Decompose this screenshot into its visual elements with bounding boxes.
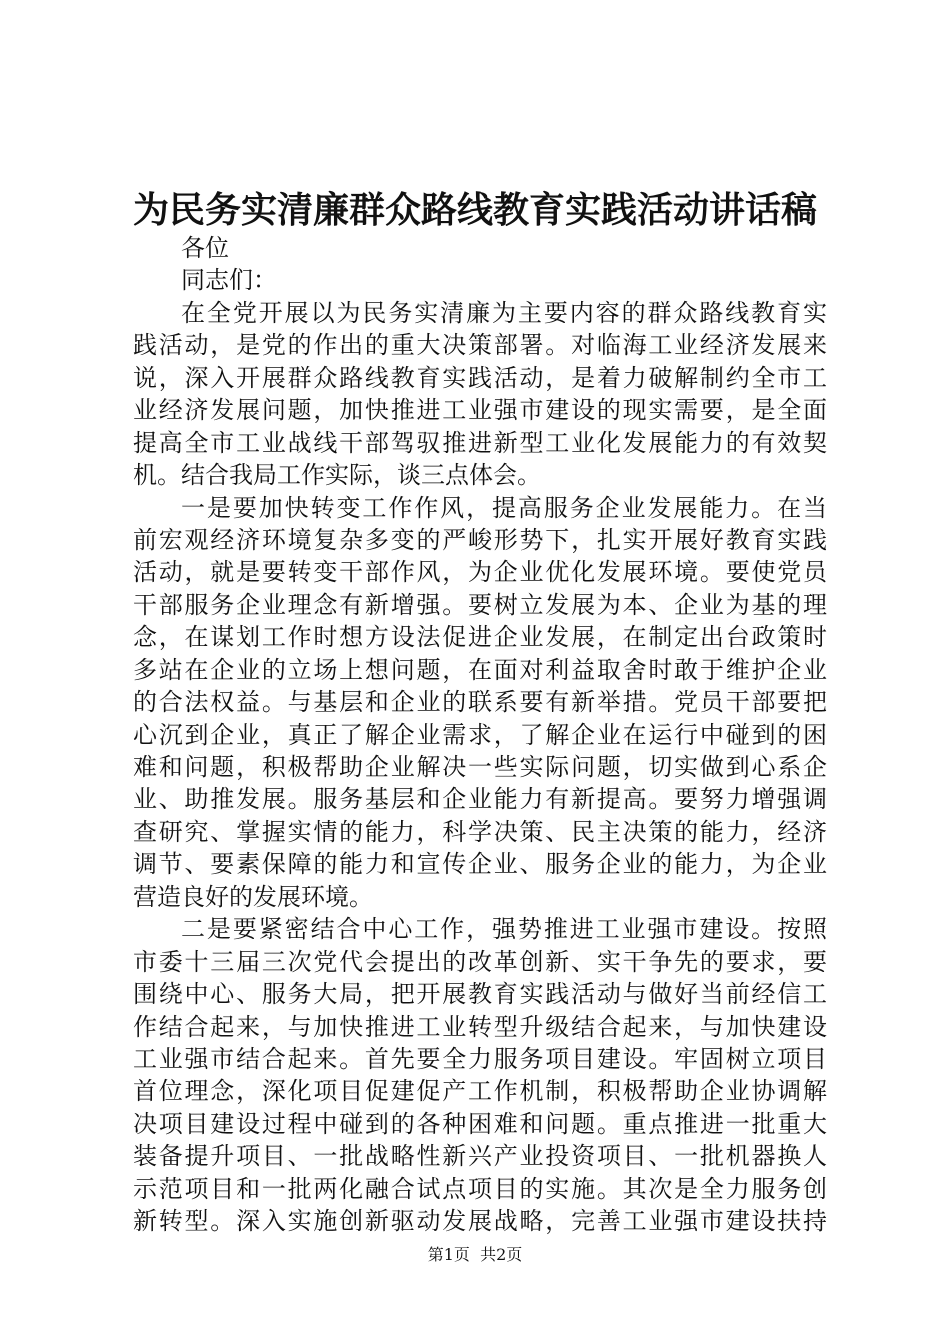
body-line: 干部服务企业理念有新增强。要树立发展为本、企业为基的理 bbox=[133, 590, 827, 619]
body-line: 业、助推发展。服务基层和企业能力有新提高。要努力增强调 bbox=[133, 785, 827, 814]
document-body bbox=[133, 232, 827, 1238]
body-line: 首位理念，深化项目促建促产工作机制，积极帮助企业协调解 bbox=[133, 1077, 827, 1106]
page-footer: 第1页 共2页 bbox=[427, 1245, 523, 1264]
body-line: 在全党开展以为民务实清廉为主要内容的群众路线教育实 bbox=[181, 298, 827, 327]
body-line: 提高全市工业战线干部驾驭推进新型工业化发展能力的有效契 bbox=[133, 428, 827, 457]
body-line: 示范项目和一批两化融合试点项目的实施。其次是全力服务创 bbox=[133, 1174, 827, 1203]
body-line: 业经济发展问题，加快推进工业强市建设的现实需要，是全面 bbox=[133, 396, 827, 425]
body-line: 同志们： bbox=[181, 266, 277, 295]
body-line: 说，深入开展群众路线教育实践活动，是着力破解制约全市工 bbox=[133, 363, 827, 392]
body-line: 新转型。深入实施创新驱动发展战略，完善工业强市建设扶持 bbox=[133, 1207, 827, 1236]
body-line: 市委十三届三次党代会提出的改革创新、实干争先的要求，要 bbox=[133, 947, 827, 976]
document-title: 为民务实清廉群众路线教育实践活动讲话稿 bbox=[132, 189, 817, 231]
body-line: 的合法权益。与基层和企业的联系要有新举措。党员干部要把 bbox=[133, 688, 827, 717]
body-line: 一是要加快转变工作作风，提高服务企业发展能力。在当 bbox=[181, 493, 827, 522]
body-line: 机。结合我局工作实际，谈三点体会。 bbox=[133, 461, 541, 490]
body-line: 调节、要素保障的能力和宣传企业、服务企业的能力，为企业 bbox=[133, 850, 827, 879]
body-line: 各位 bbox=[181, 234, 229, 262]
body-line: 念，在谋划工作时想方设法促进企业发展，在制定出台政策时 bbox=[133, 623, 827, 652]
body-line: 决项目建设过程中碰到的各种困难和问题。重点推进一批重大 bbox=[133, 1109, 827, 1138]
body-line: 工业强市结合起来。首先要全力服务项目建设。牢固树立项目 bbox=[133, 1044, 827, 1073]
body-line: 践活动，是党的作出的重大决策部署。对临海工业经济发展来 bbox=[133, 331, 827, 360]
body-line: 作结合起来，与加快推进工业转型升级结合起来，与加快建设 bbox=[133, 1012, 827, 1041]
body-line: 前宏观经济环境复杂多变的严峻形势下，扎实开展好教育实践 bbox=[133, 525, 827, 554]
body-line: 心沉到企业，真正了解企业需求，了解企业在运行中碰到的困 bbox=[133, 720, 827, 749]
body-line: 多站在企业的立场上想问题，在面对利益取舍时敢于维护企业 bbox=[133, 655, 827, 684]
body-line: 活动，就是要转变干部作风，为企业优化发展环境。要使党员 bbox=[133, 558, 827, 587]
body-line: 装备提升项目、一批战略性新兴产业投资项目、一批机器换人 bbox=[133, 1142, 827, 1171]
body-line: 二是要紧密结合中心工作，强势推进工业强市建设。按照 bbox=[181, 915, 827, 944]
body-line: 围绕中心、服务大局，把开展教育实践活动与做好当前经信工 bbox=[133, 980, 827, 1009]
body-line: 难和问题，积极帮助企业解决一些实际问题，切实做到心系企 bbox=[133, 753, 827, 781]
body-line: 营造良好的发展环境。 bbox=[133, 882, 373, 911]
body-line: 查研究、掌握实情的能力，科学决策、民主决策的能力，经济 bbox=[133, 817, 827, 846]
